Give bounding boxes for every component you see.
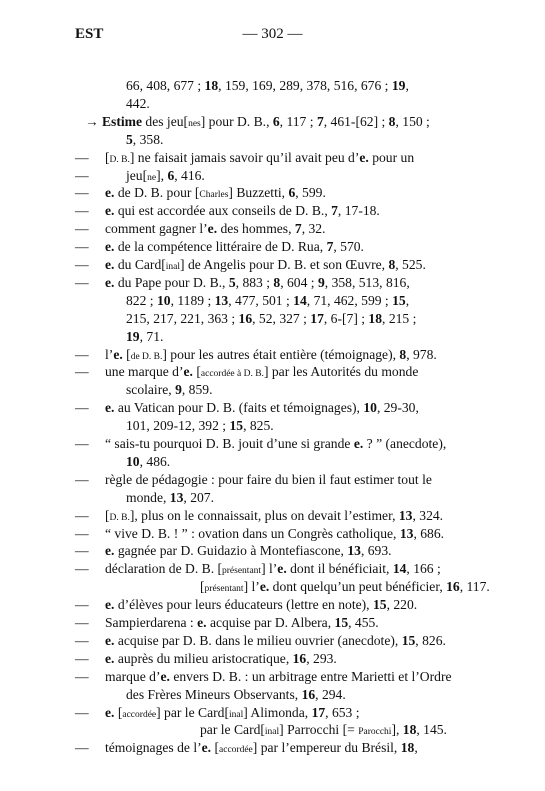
entry-dash: — [75,436,89,451]
index-line: 19, 71. [126,328,164,344]
entry-dash: — [75,185,89,201]
index-line: des Frères Mineurs Observants, 16, 294. [126,686,346,702]
index-line: e. de D. B. pour [Charles] Buzzetti, 6, 599. [105,185,326,201]
entry-dash: — [75,704,89,720]
index-line: monde, 13, 207. [126,489,214,505]
index-line: déclaration de D. B. [présentant] l’e. dont il bénéficiait, 14, 166 ; [105,561,441,577]
entry-dash: — [75,668,89,684]
entry-dash: — [75,650,89,666]
entry-dash: — [75,149,89,165]
index-line: [D. B.] ne faisait jamais savoir qu’il avait peu d’e. pour un [105,149,415,165]
entry-dash: — [75,632,89,648]
index-line: 215, 217, 221, 363 ; 16, 52, 327 ; 17, 6-[7] ; 18, 215 ; [126,310,417,326]
index-line: “ vive D. B. ! ” : ovation dans un Congrès catholique, 13, 686. [105,525,445,541]
entry-dash: — [75,274,89,290]
entry-dash: — [75,364,89,380]
entry-dash: — [75,561,89,577]
entry-dash: — [75,203,89,219]
index-line: jeu[ne], 6, 416. [126,167,205,183]
index-line: e. acquise par D. B. dans le milieu ouvrier (anecdote), 15, 826. [105,632,446,648]
index-line: e. du Card[inal] de Angelis pour D. B. et son Œuvre, 8, 525. [105,257,426,272]
index-line: une marque d’e. [accordée à D. B.] par les Autorités du monde [105,364,419,380]
entry-dash: — [75,257,89,272]
entry-dash: — [75,543,89,559]
index-line: 10, 486. [126,453,171,469]
index-line: [présentant] l’e. dont quelqu’un peut bénéficier, 16, 117. [200,579,490,595]
entry-dash: — [75,167,89,183]
running-head: EST [75,26,104,42]
entry-dash: — [75,597,89,613]
entry-dash: — [75,346,89,362]
index-line: e. du Pape pour D. B., 5, 883 ; 8, 604 ; 9, 358, 513, 816, [105,274,410,290]
page-number: — 302 — [242,26,303,42]
entry-dash: — [75,525,89,541]
index-line: témoignages de l’e. [accordée] par l’empereur du Brésil, 18, [105,740,418,756]
index-line: Sampierdarena : e. acquise par D. Albera, 15, 455. [105,615,379,630]
index-line: 822 ; 10, 1189 ; 13, 477, 501 ; 14, 71, 462, 599 ; 15, [126,292,410,308]
index-line: e. qui est accordée aux conseils de D. B., 7, 17-18. [105,203,380,219]
index-line: comment gagner l’e. des hommes, 7, 32. [105,221,326,237]
entry-dash: — [75,221,89,237]
index-line: e. [accordée] par le Card[inal] Alimonda, 17, 653 ; [105,704,360,720]
index-line: e. de la compétence littéraire de D. Rua, 7, 570. [105,239,364,255]
index-line: e. gagnée par D. Guidazio à Montefiascone, 13, 693. [105,543,392,559]
index-line: e. au Vatican pour D. B. (faits et témoignages), 10, 29-30, [105,400,419,416]
index-line: l’e. [de D. B.] pour les autres était entière (témoignage), 8, 978. [105,346,437,362]
index-line: marque d’e. envers D. B. : un arbitrage entre Marietti et l’Ordre [105,668,452,684]
entry-dash: — [75,740,89,756]
index-line: 101, 209-12, 392 ; 15, 825. [126,418,274,434]
index-line: règle de pédagogie : pour faire du bien il faut estimer tout le [105,471,432,487]
entry-dash: — [75,615,89,630]
entry-dash: — [75,471,89,487]
index-line: 442. [126,95,150,111]
entry-dash: — [75,400,89,416]
index-line: 5, 358. [126,131,164,147]
index-line: e. d’élèves pour leurs éducateurs (lettre en note), 15, 220. [105,597,418,613]
entry-dash: — [75,239,89,255]
index-line: → Estime des jeu[nes] pour D. B., 6, 117 ; 7, 461-[62] ; 8, 150 ; [85,113,430,129]
index-line: scolaire, 9, 859. [126,382,213,398]
index-line: 66, 408, 677 ; 18, 159, 169, 289, 378, 516, 676 ; 19, [126,78,409,93]
index-line: [D. B.], plus on le connaissait, plus on devait l’estimer, 13, 324. [105,507,444,523]
index-line: e. auprès du milieu aristocratique, 16, 293. [105,650,337,666]
entry-dash: — [75,507,89,523]
index-line: par le Card[inal] Parrocchi [= Parocchi], 18, 145. [200,722,447,738]
index-line: “ sais-tu pourquoi D. B. jouit d’une si grande e. ? ” (anecdote), [105,436,447,451]
